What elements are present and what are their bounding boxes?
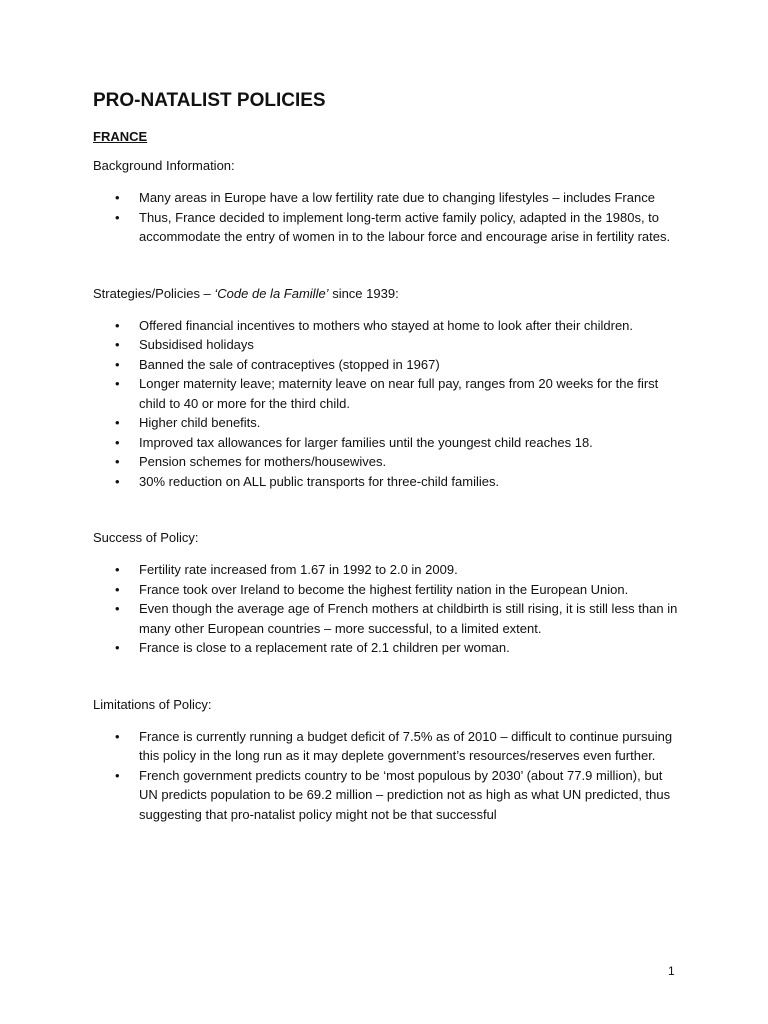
bullet-icon: • <box>115 356 120 372</box>
list-item: • Many areas in Europe have a low fertility rate due to changing lifestyles – includes France <box>93 188 683 208</box>
bullet-icon: • <box>115 209 120 225</box>
background-heading: Background Information: <box>93 158 235 173</box>
success-heading: Success of Policy: <box>93 530 199 545</box>
list-item: • France is close to a replacement rate of 2.1 children per woman. <box>93 638 683 658</box>
list-item: • France is currently running a budget deficit of 7.5% as of 2010 – difficult to continue pursuing this policy in the long run as it may deplete government’s resources/reserves even further. <box>115 728 673 763</box>
success-list <box>93 560 683 658</box>
bullet-icon: • <box>115 601 120 616</box>
list-item: • France took over Ireland to become the highest fertility nation in the European Union. <box>93 580 683 600</box>
limitations-list <box>93 727 683 825</box>
list-item: • Higher child benefits. <box>93 413 683 433</box>
strategies-list <box>93 316 683 492</box>
bullet-icon: • <box>115 767 120 783</box>
page-title: PRO-NATALIST POLICIES <box>93 90 326 111</box>
bullet-icon: • <box>115 581 120 597</box>
country-subtitle: FRANCE <box>93 129 148 144</box>
background-list <box>93 188 683 247</box>
list-item: • Offered financial incentives to mothers who stayed at home to look after their children. <box>93 316 683 336</box>
bullet-icon: • <box>115 728 120 744</box>
list-item: • Banned the sale of contraceptives (stopped in 1967) <box>93 355 683 375</box>
list-item: • Longer maternity leave; maternity leave on near full pay, ranges from 20 weeks for the first child to 40 or more for the third child. <box>115 376 659 411</box>
list-item: • Pension schemes for mothers/housewives. <box>93 452 683 472</box>
bullet-icon: • <box>115 376 120 391</box>
bullet-icon: • <box>115 473 120 489</box>
strategies-heading: Strategies/Policies – ‘Code de la Famille’ since 1939: <box>93 285 399 301</box>
bullet-icon: • <box>115 434 120 450</box>
bullet-icon: • <box>115 415 120 430</box>
bullet-icon: • <box>115 454 120 469</box>
bullet-icon: • <box>115 337 120 352</box>
document-page <box>93 88 683 824</box>
list-item: • Improved tax allowances for larger families until the youngest child reaches 18. <box>93 433 683 453</box>
limitations-heading: Limitations of Policy: <box>93 696 212 712</box>
list-item: • Thus, France decided to implement long-term active family policy, adapted in the 1980s, to accommodate the entry of women in to the labour force and encourage arise in fertility rates. <box>115 209 671 244</box>
list-item: • 30% reduction on ALL public transports for three-child families. <box>93 472 683 492</box>
bullet-icon: • <box>115 562 120 577</box>
list-item: • French government predicts country to be ‘most populous by 2030’ (about 77.9 million), but UN predicts population to be 69.2 million – prediction not as high as what UN predicted, thus suggesting that pro-natalist policy might not be that successful <box>115 767 671 822</box>
bullet-icon: • <box>115 190 120 205</box>
list-item: • Even though the average age of French mothers at childbirth is still rising, it is still less than in many other European countries – more successful, to a limited extent. <box>115 601 678 636</box>
bullet-icon: • <box>115 317 120 333</box>
list-item: • Fertility rate increased from 1.67 in 1992 to 2.0 in 2009. <box>93 560 683 580</box>
bullet-icon: • <box>115 640 120 655</box>
page-number: 1 <box>668 964 675 978</box>
list-item: • Subsidised holidays <box>93 335 683 355</box>
